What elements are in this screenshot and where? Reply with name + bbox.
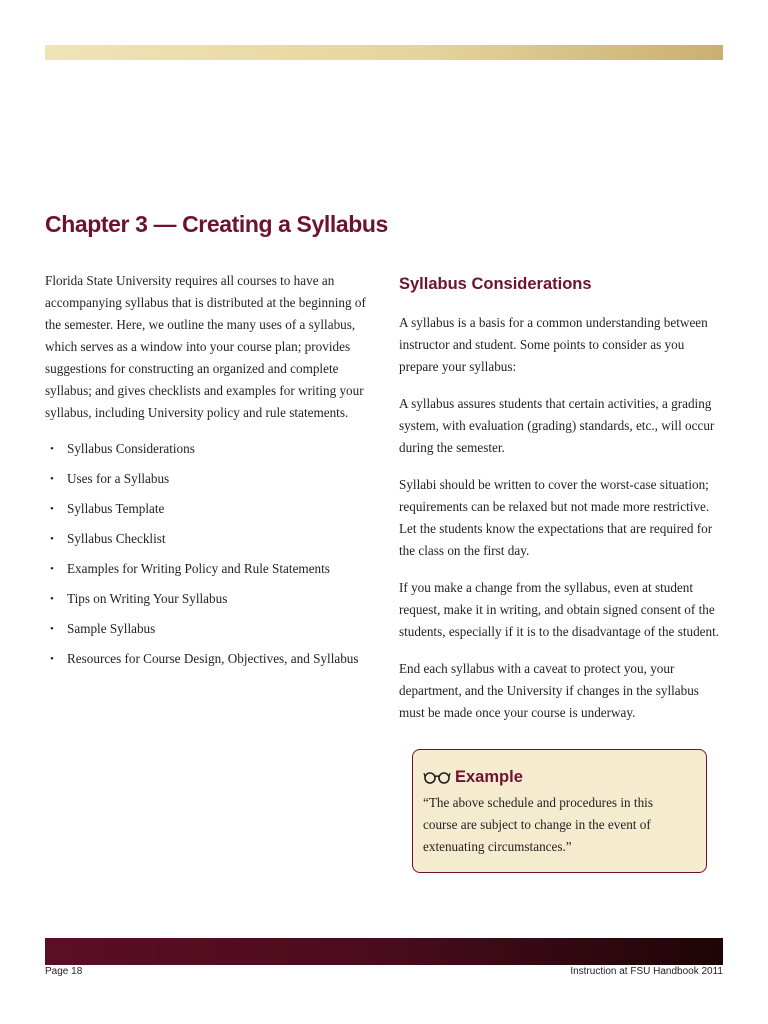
example-callout <box>412 749 707 873</box>
paragraph: A syllabus is a basis for a common understanding between instructor and student. Some points to consider as you prepare your syllabus: <box>399 315 708 374</box>
list-item-label: Resources for Course Design, Objectives, and Syllabus <box>67 651 359 666</box>
list-item-label: Syllabus Checklist <box>67 531 166 546</box>
list-item <box>45 440 370 470</box>
list-item-label: Syllabus Template <box>67 501 165 516</box>
top-decorative-bar <box>45 45 723 60</box>
list-item <box>45 500 370 530</box>
paragraph: A syllabus assures students that certain activities, a grading system, with evaluation (grading) standards, etc., will occur during the semester. <box>399 396 715 455</box>
list-item <box>45 560 370 590</box>
section-heading: Syllabus Considerations <box>399 275 592 293</box>
paragraph: Syllabi should be written to cover the worst-case situation; requirements can be relaxed but not made more restrictive. Let the students know the expectations that are required for the class on the first day. <box>399 477 713 558</box>
left-column <box>45 270 370 680</box>
bullet: • <box>50 473 54 485</box>
list-item-label: Examples for Writing Policy and Rule Statements <box>67 561 330 576</box>
list-item-label: Sample Syllabus <box>67 621 156 636</box>
list-item <box>45 650 370 680</box>
chapter-contents-list <box>45 440 370 680</box>
example-title: Example <box>455 767 523 786</box>
list-item-label: Tips on Writing Your Syllabus <box>67 591 228 606</box>
bullet: • <box>50 533 54 545</box>
page-number: Page 18 <box>45 966 83 977</box>
bottom-decorative-bar <box>45 938 723 965</box>
list-item-label: Syllabus Considerations <box>67 441 195 456</box>
list-item <box>45 620 370 650</box>
list-item <box>45 530 370 560</box>
list-item <box>45 470 370 500</box>
example-text: “The above schedule and procedures in this course are subject to change in the event of extenuating circumstances.” <box>423 795 653 854</box>
right-column <box>399 272 723 739</box>
bullet: • <box>50 623 54 635</box>
bullet: • <box>50 443 54 455</box>
bullet: • <box>50 503 54 515</box>
list-item <box>45 590 370 620</box>
bullet: • <box>50 563 54 575</box>
intro-paragraph: Florida State University requires all courses to have an accompanying syllabus that is distributed at the beginning of the semester. Here, we outline the many uses of a syllabus, which serves as a window into your course plan; provides suggestions for constructing an organized and complete syllabus; and gives checklists and examples for writing your syllabus, including University policy and rule statements. <box>45 273 366 420</box>
bullet: • <box>50 653 54 665</box>
paragraph: End each syllabus with a caveat to protect you, your department, and the University if changes in the syllabus must be made once your course is underway. <box>399 661 699 720</box>
bullet: • <box>50 593 54 605</box>
publication-title: Instruction at FSU Handbook 2011 <box>570 966 723 977</box>
list-item-label: Uses for a Syllabus <box>67 471 170 486</box>
glasses-icon <box>423 769 451 785</box>
paragraph: If you make a change from the syllabus, even at student request, make it in writing, and obtain signed consent of the students, especially if it is to the disadvantage of the student. <box>399 580 720 639</box>
example-header <box>423 762 696 792</box>
chapter-title: Chapter 3 — Creating a Syllabus <box>45 211 388 237</box>
